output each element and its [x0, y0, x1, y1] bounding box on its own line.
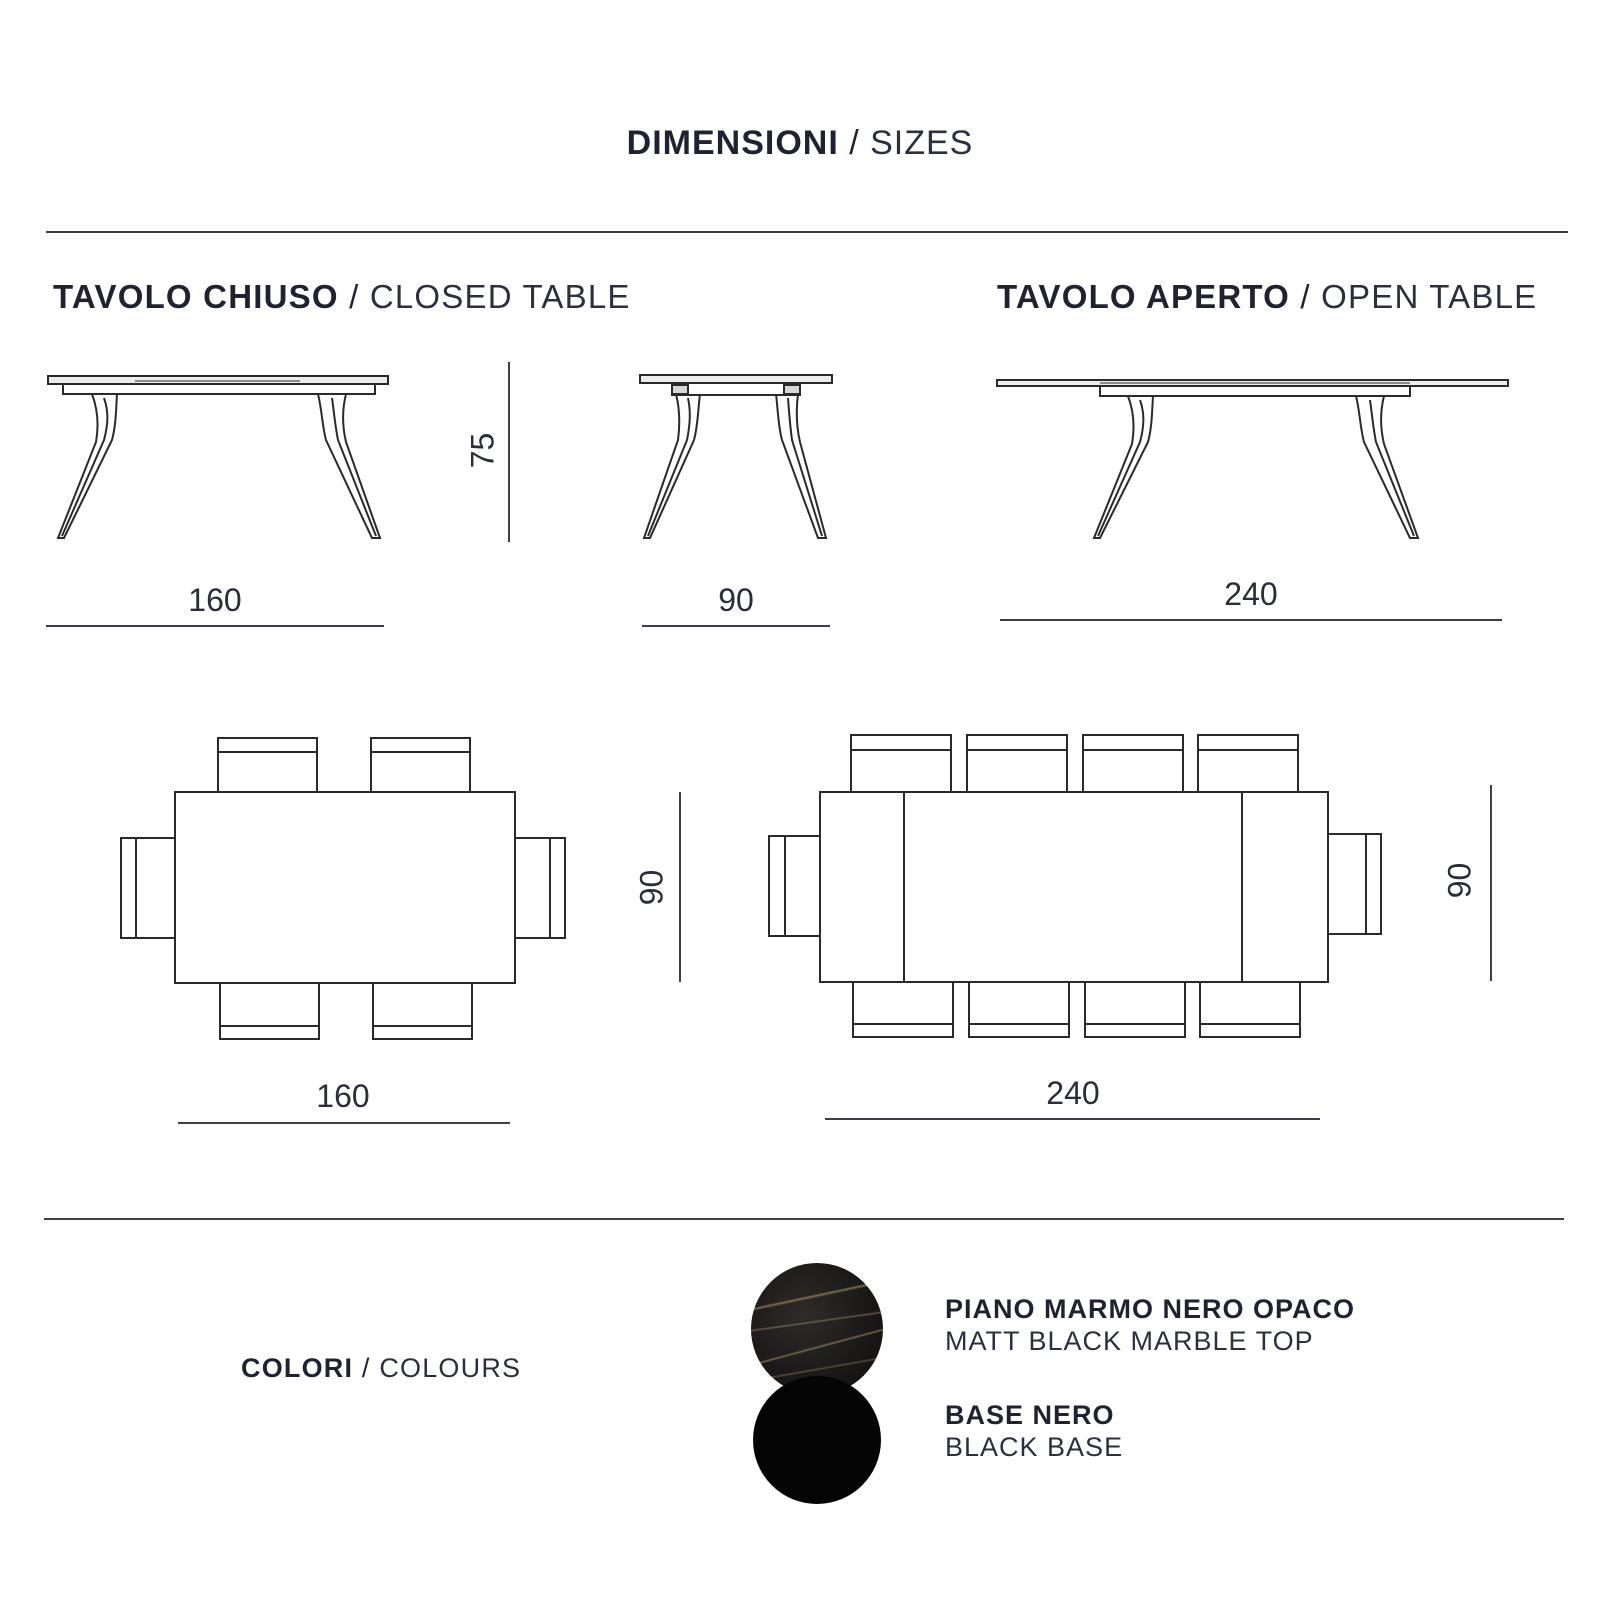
open-table-label-it: TAVOLO APERTO	[997, 278, 1291, 315]
closed-table-side-view	[640, 375, 832, 538]
open-plan-depth-line	[1490, 785, 1492, 981]
closed-plan-depth-label: 90	[633, 869, 670, 906]
closed-front-width-label: 160	[188, 582, 242, 618]
title-separator: /	[838, 124, 871, 162]
closed-table-plan-view	[121, 738, 565, 1039]
black-base-name-it: BASE NERO	[945, 1400, 1115, 1430]
closed-table-label-en: CLOSED TABLE	[369, 278, 631, 315]
closed-plan-width-label: 160	[316, 1078, 370, 1114]
bottom-divider	[44, 1218, 1564, 1220]
title-italian: DIMENSIONI	[626, 124, 839, 162]
closed-table-front-view	[48, 376, 388, 538]
open-table-plan-view	[769, 735, 1381, 1037]
title-english: SIZES	[870, 124, 974, 162]
open-table-label-en: OPEN TABLE	[1321, 278, 1538, 315]
open-table-front-view	[997, 380, 1508, 538]
open-plan-depth-label: 90	[1441, 862, 1478, 899]
closed-side-depth-line	[642, 625, 830, 627]
closed-table-sep: /	[338, 278, 370, 315]
colours-heading	[241, 1353, 521, 1384]
closed-table-label-it: TAVOLO CHIUSO	[53, 278, 339, 315]
open-front-width-line	[1000, 619, 1502, 621]
open-front-width-label: 240	[1224, 576, 1278, 612]
closed-height-line	[508, 362, 510, 542]
closed-plan-width-line	[178, 1122, 510, 1124]
black-swatch-icon	[753, 1376, 881, 1504]
closed-height-label: 75	[464, 432, 501, 469]
marble-top-name-it: PIANO MARMO NERO OPACO	[945, 1294, 1356, 1324]
closed-front-width-line	[46, 625, 384, 627]
colours-label-en: COLOURS	[379, 1353, 522, 1383]
black-base-name-en: BLACK BASE	[945, 1432, 1124, 1462]
closed-plan-depth-line	[679, 792, 681, 982]
closed-side-depth-label: 90	[718, 582, 754, 618]
open-plan-width-line	[825, 1118, 1320, 1120]
open-table-sep: /	[1290, 278, 1322, 315]
marble-top-name-en: MATT BLACK MARBLE TOP	[945, 1326, 1314, 1356]
colours-sep: /	[353, 1353, 380, 1383]
colours-label-it: COLORI	[241, 1353, 354, 1383]
open-plan-width-label: 240	[1046, 1075, 1100, 1111]
